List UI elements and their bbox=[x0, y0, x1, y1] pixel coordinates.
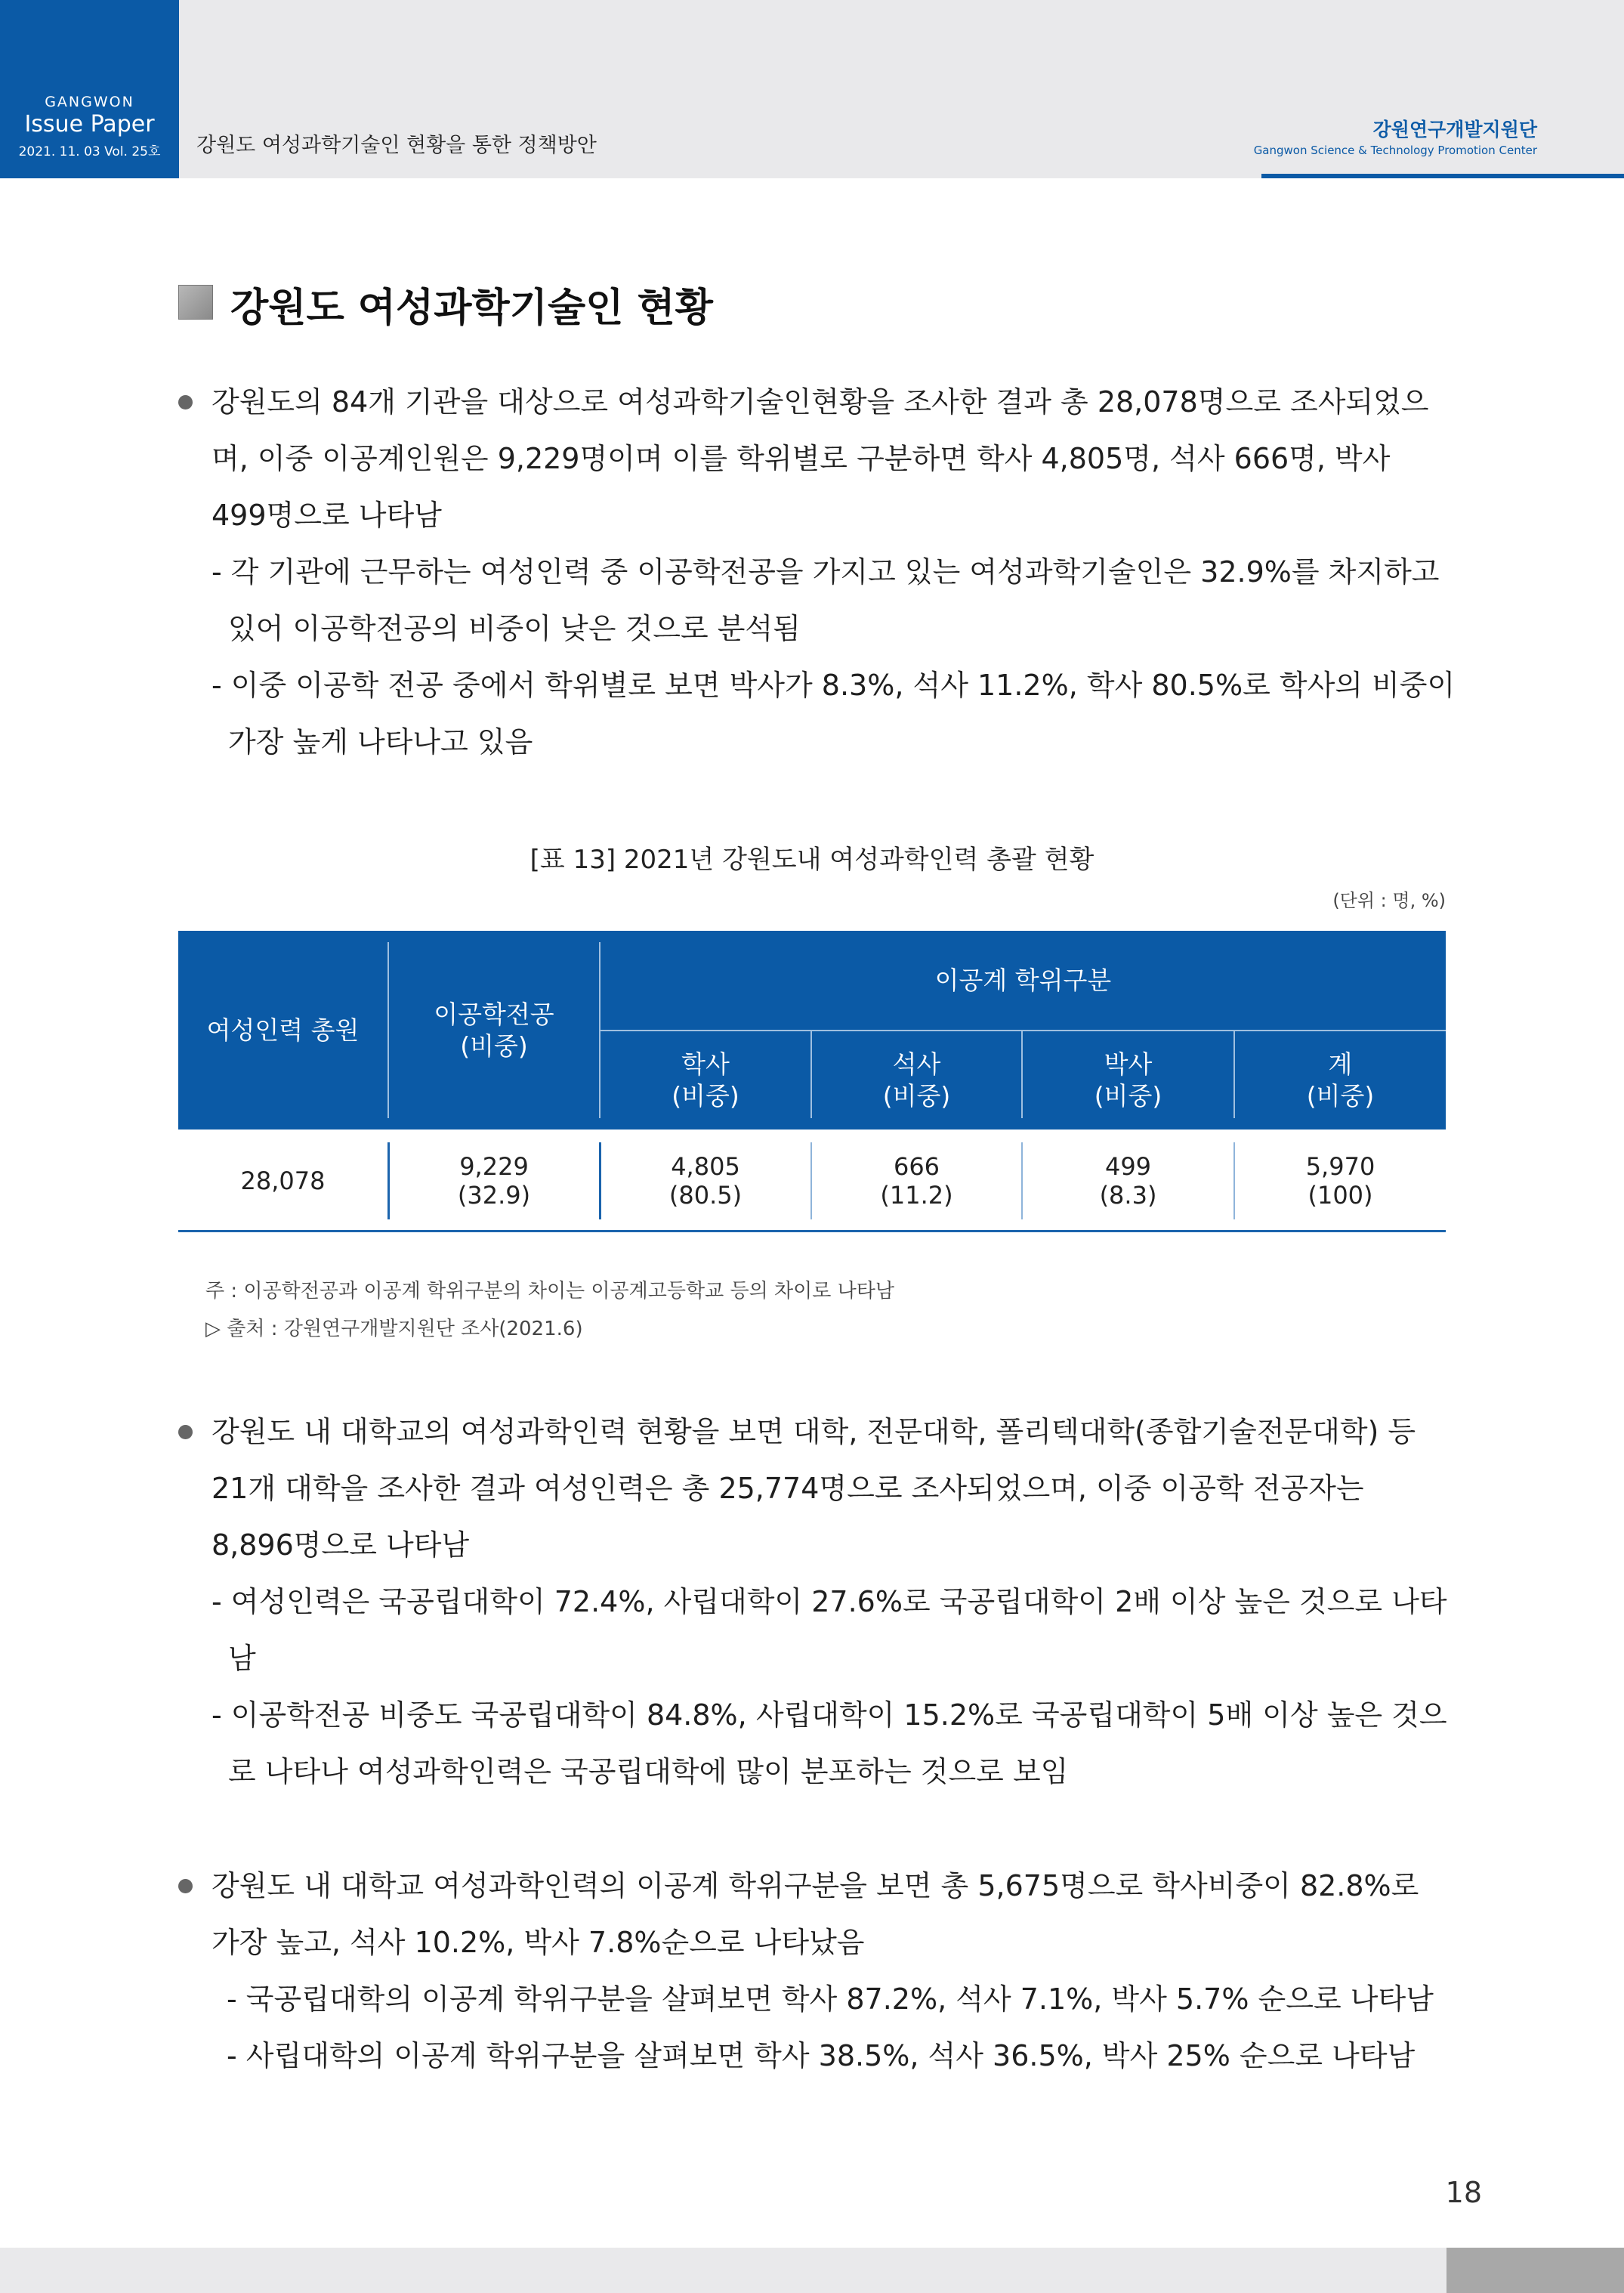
th-total-label: 여성인력 총원 bbox=[206, 1015, 360, 1045]
footer-accent bbox=[1446, 2248, 1624, 2293]
th-degree-group bbox=[601, 931, 1446, 1030]
badge-line3: 2021. 11. 03 Vol. 25호 bbox=[18, 144, 161, 159]
paragraph-3-sub-2: - 사립대학의 이공계 학위구분을 살펴보면 학사 38.5%, 석사 36.5%, 박사 25% 순으로 나타남 bbox=[227, 2039, 1416, 2072]
td-total bbox=[178, 1137, 387, 1224]
th-sum-sub: (비중) bbox=[1306, 1081, 1375, 1111]
header-title: 강원도 여성과학기술인 현황을 통한 정책방안 bbox=[196, 134, 597, 157]
table-source: ▷ 출처 : 강원연구개발지원단 조사(2021.6) bbox=[205, 1318, 583, 1340]
td-total-value: 28,078 bbox=[240, 1166, 326, 1195]
th-total bbox=[178, 931, 387, 1130]
header-accent-line bbox=[1261, 174, 1624, 178]
org-name-english: Gangwon Science & Technology Promotion Center bbox=[1253, 144, 1537, 157]
th-bachelor bbox=[601, 1031, 810, 1130]
th-doctor-sub: (비중) bbox=[1094, 1081, 1162, 1111]
th-master-sub: (비중) bbox=[882, 1081, 951, 1111]
paragraph-1: 강원도의 84개 기관을 대상으로 여성과학기술인현황을 조사한 결과 총 28,078명으로 조사되었으며, 이중 이공계인원은 9,229명이며 이를 학위별로 구분하면 학사 4,805명, 석사 666명, 박사 499명으로 나타남 bbox=[211, 385, 1429, 532]
bullet-dot-icon bbox=[178, 1425, 193, 1439]
th-bachelor-sub: (비중) bbox=[672, 1081, 739, 1111]
td-bachelor bbox=[601, 1137, 810, 1224]
td-master bbox=[812, 1137, 1021, 1224]
th-degree-group-label: 이공계 학위구분 bbox=[934, 965, 1112, 995]
th-sum-label: 계 bbox=[1328, 1049, 1353, 1079]
paragraph-3: 강원도 내 대학교 여성과학인력의 이공계 학위구분을 보면 총 5,675명으로 학사비중이 82.8%로 가장 높고, 석사 10.2%, 박사 7.8%순으로 나타났음 bbox=[211, 1869, 1419, 1959]
td-sum-pct: (100) bbox=[1308, 1180, 1373, 1210]
th-major-sub: (비중) bbox=[460, 1031, 528, 1061]
th-major bbox=[389, 931, 599, 1130]
section-title: 강원도 여성과학기술인 현황 bbox=[230, 286, 713, 331]
table-note: 주 : 이공학전공과 이공계 학위구분의 차이는 이공계고등학교 등의 차이로 나타남 bbox=[205, 1280, 894, 1303]
footer-bar bbox=[0, 2248, 1624, 2293]
th-doctor-label: 박사 bbox=[1104, 1049, 1153, 1079]
issue-badge bbox=[0, 0, 179, 178]
badge-line2: Issue Paper bbox=[24, 111, 155, 138]
badge-line1: GANGWON bbox=[45, 94, 134, 110]
paragraph-1-sub-2: - 이중 이공학 전공 중에서 학위별로 보면 박사가 8.3%, 석사 11.2%, 학사 80.5%로 학사의 비중이 가장 높게 나타나고 있음 bbox=[211, 669, 1456, 759]
td-doctor-pct: (8.3) bbox=[1099, 1180, 1157, 1210]
td-master-value: 666 bbox=[893, 1151, 940, 1181]
paragraph-2: 강원도 내 대학교의 여성과학인력 현황을 보면 대학, 전문대학, 폴리텍대학(종합기술전문대학) 등 21개 대학을 조사한 결과 여성인력은 총 25,774명으로 조사되었으며, 이중 이공학 전공자는 8,896명으로 나타남 bbox=[211, 1415, 1416, 1562]
th-bachelor-label: 학사 bbox=[681, 1049, 730, 1079]
paragraph-2-sub-2: - 이공학전공 비중도 국공립대학이 84.8%, 사립대학이 15.2%로 국공립대학이 5배 이상 높은 것으로 나타나 여성과학인력은 국공립대학에 많이 분포하는 것으로 보임 bbox=[211, 1698, 1447, 1788]
table-caption: [표 13] 2021년 강원도내 여성과학인력 총괄 현황 bbox=[529, 845, 1095, 875]
bullet-dot-icon bbox=[178, 395, 193, 409]
td-sum-value: 5,970 bbox=[1305, 1151, 1375, 1181]
th-major-label: 이공학전공 bbox=[434, 999, 554, 1029]
page-number: 18 bbox=[1445, 2176, 1482, 2209]
th-master bbox=[812, 1031, 1021, 1130]
paragraph-3-sub-1: - 국공립대학의 이공계 학위구분을 살펴보면 학사 87.2%, 석사 7.1%, 박사 5.7% 순으로 나타남 bbox=[227, 1982, 1434, 2016]
td-major-pct: (32.9) bbox=[457, 1180, 531, 1210]
td-doctor-value: 499 bbox=[1104, 1151, 1152, 1181]
th-sum bbox=[1235, 1031, 1446, 1130]
td-bachelor-value: 4,805 bbox=[671, 1151, 740, 1181]
td-sum bbox=[1235, 1137, 1446, 1224]
td-major-value: 9,229 bbox=[459, 1151, 529, 1181]
paragraph-2-sub-1: - 여성인력은 국공립대학이 72.4%, 사립대학이 27.6%로 국공립대학이 2배 이상 높은 것으로 나타남 bbox=[211, 1585, 1447, 1675]
org-name-korean: 강원연구개발지원단 bbox=[1372, 119, 1537, 141]
td-bachelor-pct: (80.5) bbox=[668, 1180, 743, 1210]
td-master-pct: (11.2) bbox=[880, 1180, 953, 1210]
paragraph-1-sub-1: - 각 기관에 근무하는 여성인력 중 이공학전공을 가지고 있는 여성과학기술인은 32.9%를 차지하고 있어 이공학전공의 비중이 낮은 것으로 분석됨 bbox=[211, 555, 1440, 645]
table-unit: (단위 : 명, %) bbox=[1332, 890, 1446, 911]
th-doctor bbox=[1023, 1031, 1233, 1130]
table-bottom-rule bbox=[178, 1230, 1446, 1232]
th-master-label: 석사 bbox=[892, 1049, 941, 1079]
bullet-dot-icon bbox=[178, 1879, 193, 1893]
section-square-icon bbox=[178, 285, 213, 320]
td-major bbox=[389, 1137, 599, 1224]
td-doctor bbox=[1023, 1137, 1233, 1224]
